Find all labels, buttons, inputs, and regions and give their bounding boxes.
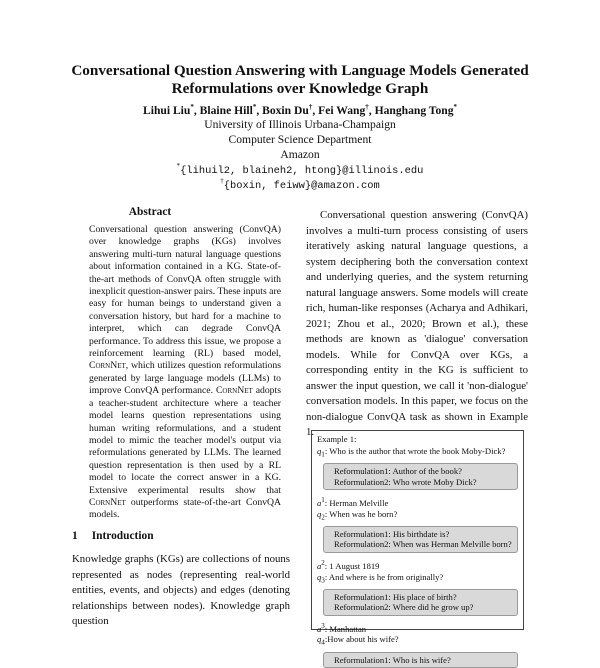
a-text: : Manhattan (324, 623, 367, 634)
q-index: 1 (321, 450, 325, 459)
a-label: a (317, 497, 322, 508)
abstract-text: , which utilizes question reformulations generated by large language models (LLMs) to improve ConvQA performance. (89, 360, 281, 397)
q-index: 4 (321, 639, 325, 648)
answer-line (317, 621, 518, 634)
q-label: q (317, 634, 322, 645)
affiliation-uiuc: University of Illinois Urbana-Champaign (204, 118, 396, 131)
paper-title (40, 62, 560, 98)
model-name: CornNet (215, 385, 253, 397)
author-mark: * (190, 103, 194, 111)
a-index: 3 (321, 622, 325, 630)
section-number: 1 (72, 530, 78, 542)
abstract-heading: Abstract (128, 206, 172, 218)
reformulation-1: Reformulation1: Who is his wife? (334, 654, 451, 665)
email-mark: † (220, 177, 224, 185)
a-label: a (317, 623, 322, 634)
email-illinois (40, 162, 560, 177)
author-name: Boxin Du (262, 103, 309, 117)
abstract-body (89, 224, 281, 522)
reformulation-box (323, 526, 518, 553)
q-index: 3 (321, 576, 325, 585)
author-name: Hanghang Tong (374, 103, 454, 117)
author-list: Lihui Liu*, Blaine Hill*, Boxin Du†, Fei Wang†, Hanghang Tong* (142, 103, 458, 117)
section-heading (72, 530, 154, 542)
model-name: CornNet (89, 496, 126, 508)
reformulation-2: Reformulation2: When was Herman Melville born? (334, 539, 512, 550)
author-mark: † (308, 103, 313, 111)
author-name: Blaine Hill (199, 103, 253, 117)
author-mark: * (252, 103, 257, 111)
abstract-text: outperforms state-of-the-art ConvQA models. (89, 496, 281, 521)
section-title: Introduction (91, 530, 154, 542)
reformulation-2: Reformulation2: Where did he grow up? (334, 602, 474, 613)
a-label: a (317, 560, 322, 571)
answer-line (317, 558, 518, 571)
reformulation-1: Reformulation1: Author of the book? (334, 465, 462, 476)
q-text: : And where is he from originally? (324, 571, 444, 582)
question-line (317, 634, 518, 648)
author-mark: † (365, 103, 369, 111)
email-text: {lihuil2, blaineh2, htong}@illinois.edu (180, 164, 424, 177)
answer-line (317, 495, 518, 508)
intro-right-paragraph: Conversational question answering (ConvQA) involves a multi-turn process consisting of users iteratively asking natural language questions, a system deciphering both the conversation context and underlying queries, and the system returning natural language answers. Some models will create rich, human-like responses (Acharya and Adhikari, 2021; Zhou et al., 2020; Brown et al.), these methods are known as 'dialogue' conversation models. While for ConvQA over KGs, a corresponding entity in the KG is sufficient to answer the input question, we call it 'non-dialogue' conversation models. In this paper, we focus on the non-dialogue ConvQA task as shown in Example 1. (306, 209, 528, 438)
a-index: 1 (321, 496, 325, 505)
title-line-2: Reformulations over Knowledge Graph (171, 80, 429, 97)
abstract-text: adopts a teacher-student architecture where a teacher model learns question representations using human writing reformulations, and a student model to mimic the teacher model's output via reformulations generated by LLMs. The learned question representation is then used by a RL model to locate the correct answer in a KG. Extensive experimental results show that (89, 385, 281, 496)
email-mark: * (176, 162, 181, 170)
a-text: : 1 August 1819 (324, 560, 380, 571)
q-text: : When was he born? (324, 508, 398, 519)
author-mark: * (453, 103, 458, 111)
affiliation-amazon: Amazon (280, 148, 320, 161)
model-name: CornNet (89, 360, 126, 372)
reformulation-1: Reformulation1: His place of birth? (334, 591, 457, 602)
email-text: {boxin, feiww}@amazon.com (223, 179, 380, 192)
a-index: 2 (321, 559, 325, 568)
intro-paragraph: Knowledge graphs (KGs) are collections of nouns represented as nodes (representing real-world entities, events, and objects) and edges (denoting relationships between nodes). Knowledge graph question (72, 553, 290, 627)
reformulation-1: Reformulation1: His birthdate is? (334, 528, 450, 539)
reformulation-box (323, 589, 518, 616)
example-title: Example 1: (317, 434, 357, 444)
title-line-1: Conversational Question Answering with Language Models Generated (71, 62, 529, 79)
q-label: q (317, 445, 322, 456)
q-label: q (317, 571, 322, 582)
q-label: q (317, 508, 322, 519)
q-index: 2 (321, 513, 325, 522)
abstract-text: Conversational question answering (ConvQA) over knowledge graphs (KGs) involves answering multi-turn natural language questions about information contained in a KG. State-of-the-art methods of ConvQA often struggle with inexplicit question-answer pairs. These inputs are easy for human beings to understand given a conversation history, but hard for a machine to interpret, which can degrade ConvQA performance. To address this issue, we propose a reinforcement learning (RL) based model, (89, 224, 281, 360)
reformulation-box (323, 463, 518, 490)
email-amazon (40, 177, 560, 192)
reformulation-box (323, 652, 518, 668)
question-line (317, 572, 518, 586)
question-line (317, 446, 518, 460)
q-text: :How about his wife? (324, 634, 399, 645)
author-name: Fei Wang (318, 103, 366, 117)
author-name: Lihui Liu (142, 103, 191, 117)
reformulation-2: Reformulation2: Who wrote Moby Dick? (334, 476, 477, 487)
q-text: : Who is the author that wrote the book Moby-Dick? (324, 445, 506, 456)
a-text: : Herman Melville (324, 497, 389, 508)
question-line (317, 509, 518, 523)
affiliation-dept: Computer Science Department (228, 133, 372, 146)
example-box (311, 430, 524, 665)
